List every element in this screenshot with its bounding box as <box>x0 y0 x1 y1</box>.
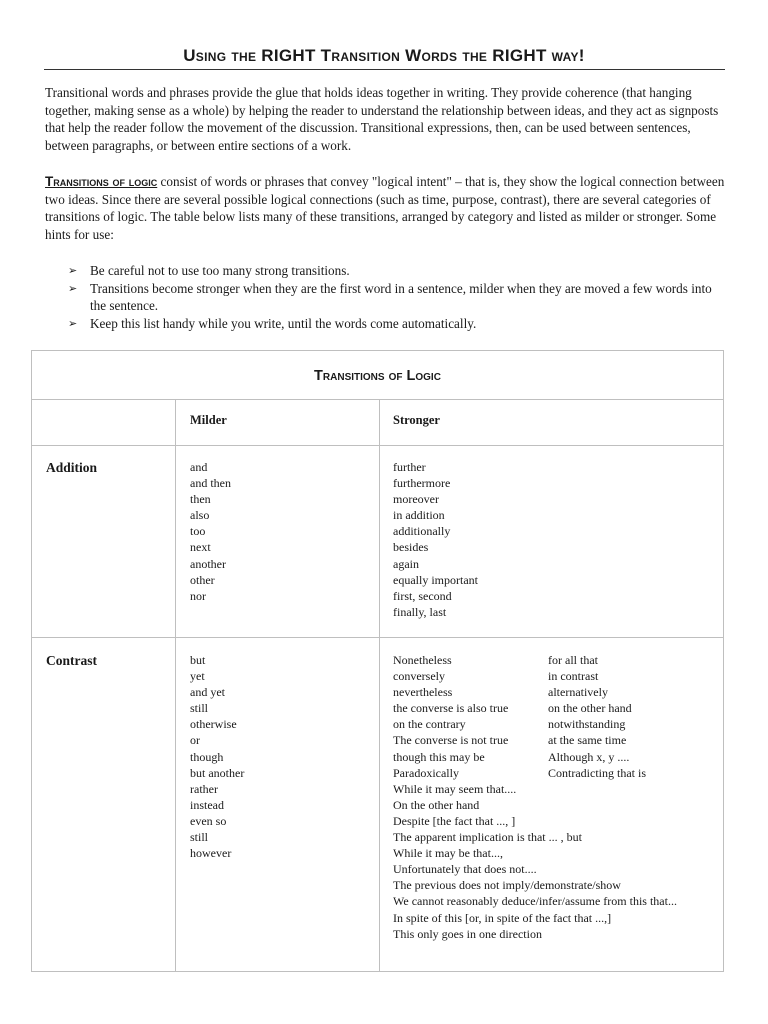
list-item: Nonetheless for all that <box>393 653 598 667</box>
addition-stronger-list <box>393 459 478 620</box>
table-caption: Transitions of Logic <box>32 351 723 400</box>
list-item: or <box>190 733 200 748</box>
logic-paragraph <box>45 173 727 243</box>
row-label-addition: Addition <box>46 460 98 475</box>
list-item: then <box>190 492 211 507</box>
page-title: Using the RIGHT Transition Words the RIGHT way! <box>183 46 585 65</box>
row-label-contrast: Contrast <box>46 653 97 668</box>
list-item: other <box>190 572 215 587</box>
contrast-milder-list <box>190 652 244 861</box>
hints-list <box>68 262 728 332</box>
list-item: on the contrary notwithstanding <box>393 717 626 732</box>
addition-milder-list <box>190 459 231 604</box>
list-item: Despite [the fact that ..., ] <box>393 813 516 828</box>
hint-item: ➢ Keep this list handy while you write, until the words come automatically. <box>68 315 477 331</box>
list-item: but <box>190 653 206 667</box>
list-item: additionally <box>393 524 451 539</box>
list-item: We cannot reasonably deduce/infer/assume from this that... <box>393 894 677 909</box>
list-item: next <box>190 540 211 555</box>
list-item: and <box>190 460 208 474</box>
transitions-table <box>31 350 724 972</box>
hint-item: ➢ Be careful not to use too many strong transitions. <box>68 263 350 278</box>
list-item: rather <box>190 781 218 796</box>
list-item: conversely in contrast <box>393 669 599 684</box>
title-divider <box>44 69 725 70</box>
list-item: the converse is also true on the other hand <box>393 701 632 716</box>
list-item: In spite of this [or, in spite of the fact that ...,] <box>393 910 612 925</box>
list-item: The converse is not true at the same time <box>393 733 627 748</box>
list-item: This only goes in one direction <box>393 926 542 941</box>
column-divider-2 <box>379 399 380 972</box>
list-item: Paradoxically Contradicting that is <box>393 765 646 780</box>
arrow-bullet-icon: ➢ <box>68 281 78 295</box>
list-item: finally, last <box>393 604 447 619</box>
list-item: While it may seem that.... <box>393 781 517 796</box>
list-item: and then <box>190 476 231 491</box>
logic-lead-term: Transitions of logic <box>45 174 158 189</box>
list-item: The previous does not imply/demonstrate/show <box>393 878 621 893</box>
list-item: also <box>190 508 210 523</box>
list-item: On the other hand <box>393 797 480 812</box>
list-item: yet <box>190 669 205 684</box>
list-item: The apparent implication is that ... , but <box>393 830 582 845</box>
logic-text: consist of words or phrases that convey "logical intent" – that is, they show the logical connection between two ideas. Since there are several possible logical connections (such as time, purpose, contrast), there are several categories of transitions of logic. The table below lists many of these transitions, arranged by category and listed as milder or stronger. Some hints for use: <box>45 174 725 242</box>
list-item: nor <box>190 588 206 603</box>
list-item: but another <box>190 765 245 780</box>
list-item: first, second <box>393 588 452 603</box>
contrast-stronger-list <box>393 652 713 942</box>
arrow-bullet-icon: ➢ <box>68 316 78 330</box>
column-divider-1 <box>175 399 176 972</box>
list-item: though this may be Although x, y .... <box>393 749 630 764</box>
list-item: nevertheless alternatively <box>393 685 608 700</box>
list-item: furthermore <box>393 476 451 491</box>
list-item: still <box>190 830 209 845</box>
list-item: again <box>393 556 419 571</box>
list-item: While it may be that..., <box>393 846 503 861</box>
list-item: further <box>393 460 426 474</box>
column-header-milder: Milder <box>190 413 227 427</box>
list-item: Unfortunately that does not.... <box>393 862 537 877</box>
list-item: and yet <box>190 685 225 700</box>
list-item: besides <box>393 540 429 555</box>
list-item: instead <box>190 797 224 812</box>
list-item: equally important <box>393 572 478 587</box>
list-item: moreover <box>393 492 439 507</box>
list-item: however <box>190 846 232 861</box>
list-item: though <box>190 749 224 764</box>
intro-paragraph: Transitional words and phrases provide the glue that holds ideas together in writing. They provide coherence (that hanging together, making sense as a whole) by helping the reader to understand the relationship between ideas, and they act as signposts that help the reader follow the movement of the discussion. Transitional expressions, then, can be used between sentences, between paragraphs, or between entire sections of a work. <box>45 85 719 153</box>
column-header-stronger: Stronger <box>393 413 440 427</box>
list-item: too <box>190 524 206 539</box>
list-item: another <box>190 556 226 571</box>
list-item: even so <box>190 813 227 828</box>
list-item: in addition <box>393 508 445 523</box>
list-item: otherwise <box>190 717 237 732</box>
arrow-bullet-icon: ➢ <box>68 264 78 277</box>
header-row-divider <box>32 445 723 446</box>
hint-item: ➢ Transitions become stronger when they are the first word in a sentence, milder when they are moved a few words into the sentence. <box>68 280 712 314</box>
addition-row-divider <box>32 637 723 638</box>
list-item: still <box>190 701 209 716</box>
